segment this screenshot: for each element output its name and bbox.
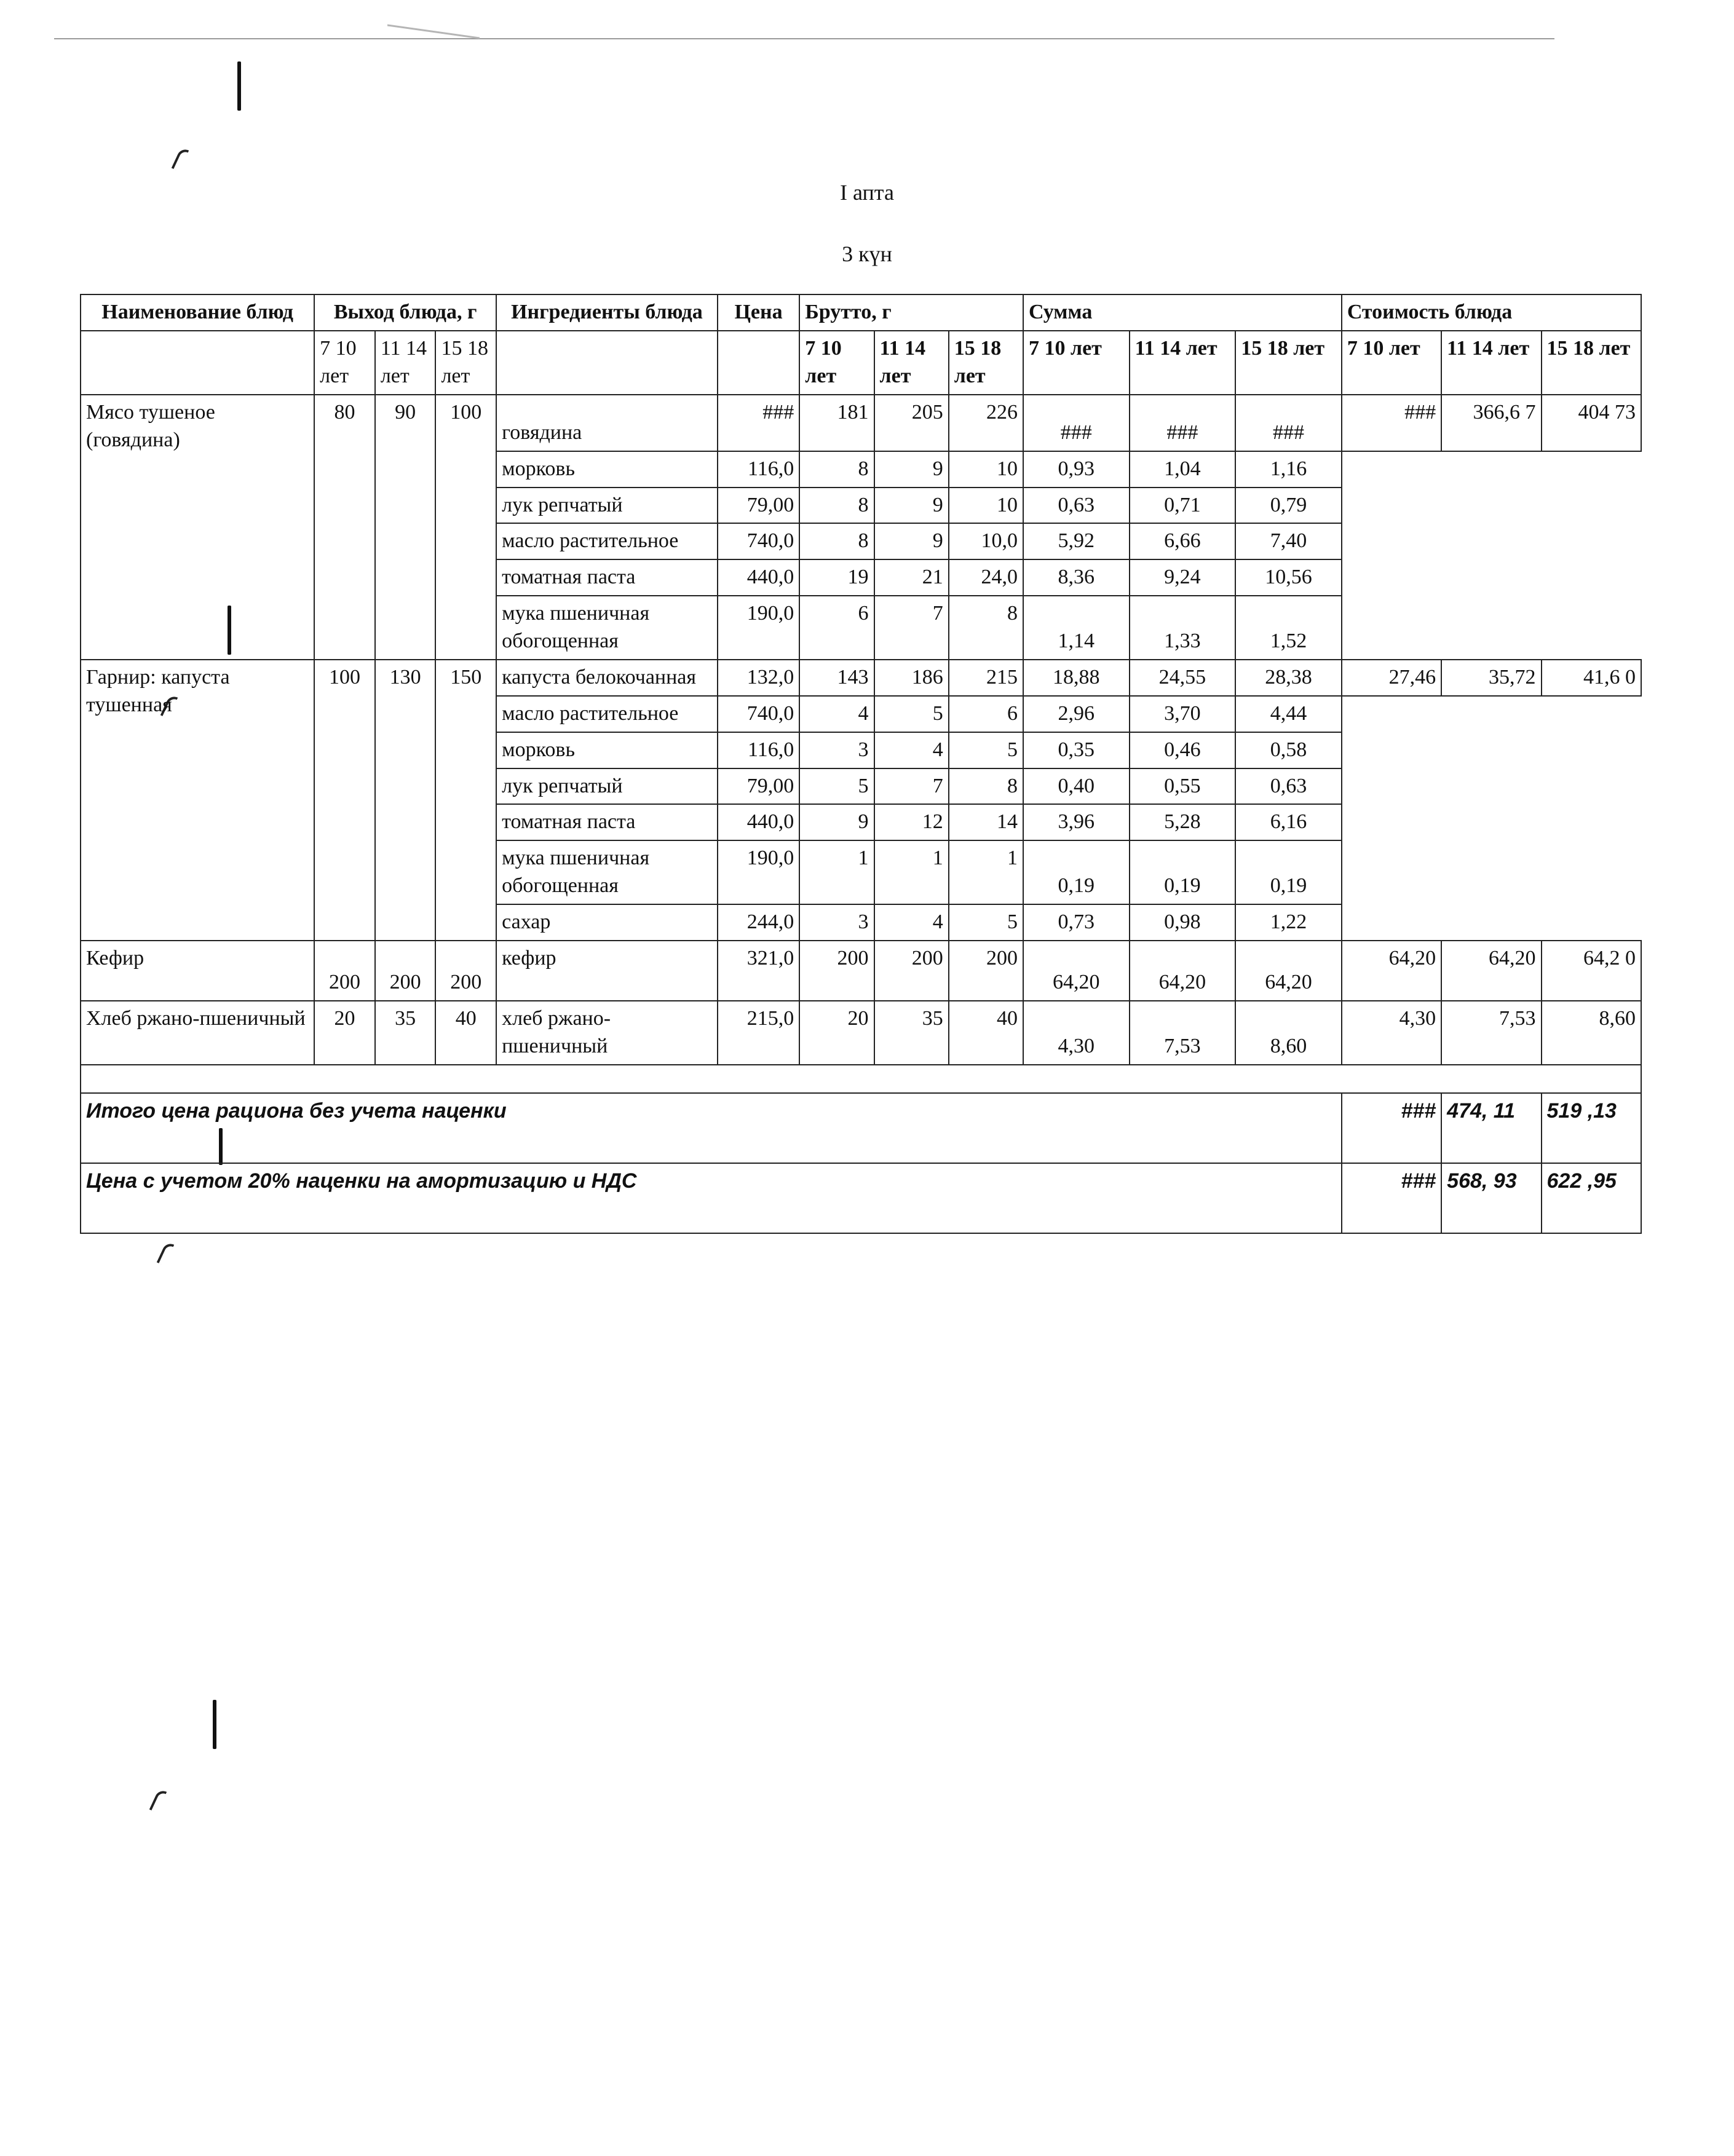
table-row	[81, 1001, 1641, 1065]
sum-value: 6,66	[1130, 523, 1236, 559]
sum-value: 9,24	[1130, 559, 1236, 596]
brutto-value: 6	[799, 596, 874, 660]
brutto-value: 9	[874, 451, 949, 488]
total-value: 568, 93	[1441, 1163, 1541, 1233]
ingredient-price: 79,00	[718, 768, 800, 805]
brutto-value: 40	[949, 1001, 1023, 1065]
age-yield-11-14: 11 14 лет	[375, 331, 436, 395]
brutto-value: 4	[799, 696, 874, 732]
total-value: 519 ,13	[1542, 1093, 1641, 1163]
brutto-value: 8	[949, 596, 1023, 660]
dish-cost: 41,6 0	[1542, 660, 1641, 696]
age-header-row	[81, 331, 1641, 395]
margin-mark	[237, 61, 241, 111]
sum-value: 3,96	[1023, 804, 1130, 840]
header-name: Наименование блюд	[81, 294, 314, 331]
ingredient-name: мука пшеничная обогощенная	[496, 840, 718, 904]
ingredient-name: масло растительное	[496, 696, 718, 732]
ingredient-name: томатная паста	[496, 804, 718, 840]
dish-cost: 35,72	[1441, 660, 1541, 696]
sum-value: 3,70	[1130, 696, 1236, 732]
brutto-value: 186	[874, 660, 949, 696]
week-title: I апта	[840, 180, 894, 205]
ingredient-name: масло растительное	[496, 523, 718, 559]
total-value: 622 ,95	[1542, 1163, 1641, 1233]
total-label: Цена с учетом 20% наценки на амортизацию и НДС	[81, 1163, 1342, 1233]
sum-value: 4,44	[1235, 696, 1342, 732]
brutto-value: 3	[799, 732, 874, 768]
brutto-value: 143	[799, 660, 874, 696]
sum-value: 1,22	[1235, 904, 1342, 941]
menu-cost-table-wrapper	[80, 294, 1636, 1234]
header-empty	[81, 331, 314, 395]
sum-value: 0,73	[1023, 904, 1130, 941]
day-title: 3 күн	[842, 242, 892, 266]
table-row	[81, 660, 1641, 696]
sum-value: 1,16	[1235, 451, 1342, 488]
brutto-value: 8	[799, 488, 874, 524]
page-top-edge	[54, 38, 1554, 39]
sum-value: ###	[1130, 395, 1236, 451]
brutto-value: 21	[874, 559, 949, 596]
ingredient-price: ###	[718, 395, 800, 451]
brutto-value: 12	[874, 804, 949, 840]
brutto-value: 4	[874, 904, 949, 941]
header-sum: Сумма	[1023, 294, 1342, 331]
dish-cost: 64,20	[1441, 941, 1541, 1001]
dish-cost: 64,2 0	[1542, 941, 1641, 1001]
age-brutto-11-14: 11 14 лет	[874, 331, 949, 395]
dish-yield: 100	[314, 660, 375, 941]
sum-value: 1,04	[1130, 451, 1236, 488]
ingredient-name: лук репчатый	[496, 488, 718, 524]
header-empty	[496, 331, 718, 395]
brutto-value: 8	[799, 523, 874, 559]
brutto-value: 205	[874, 395, 949, 451]
dish-yield: 150	[435, 660, 496, 941]
sum-value: 0,19	[1130, 840, 1236, 904]
header-yield: Выход блюда, г	[314, 294, 496, 331]
table-row	[81, 1065, 1641, 1093]
sum-value: 1,14	[1023, 596, 1130, 660]
margin-tick	[157, 1241, 175, 1266]
total-value: ###	[1342, 1093, 1441, 1163]
sum-value: 5,28	[1130, 804, 1236, 840]
dish-name: Мясо тушеное (говядина)	[81, 395, 314, 660]
brutto-value: 9	[874, 523, 949, 559]
dish-cost: 4,30	[1342, 1001, 1441, 1065]
sum-value: 5,92	[1023, 523, 1130, 559]
menu-cost-table	[80, 294, 1642, 1234]
blank-area	[1342, 451, 1641, 660]
dish-yield: 20	[314, 1001, 375, 1065]
header-ingredients: Ингредиенты блюда	[496, 294, 718, 331]
age-yield-15-18: 15 18 лет	[435, 331, 496, 395]
ingredient-price: 215,0	[718, 1001, 800, 1065]
header-brutto: Брутто, г	[799, 294, 1023, 331]
sum-value: 0,35	[1023, 732, 1130, 768]
total-row	[81, 1093, 1641, 1163]
ingredient-price: 244,0	[718, 904, 800, 941]
ingredient-name: мука пшеничная обогощенная	[496, 596, 718, 660]
sum-value: 64,20	[1023, 941, 1130, 1001]
age-yield-7-10: 7 10 лет	[314, 331, 375, 395]
brutto-value: 5	[949, 732, 1023, 768]
dish-yield: 100	[435, 395, 496, 660]
dish-cost: 8,60	[1542, 1001, 1641, 1065]
sum-value: 0,58	[1235, 732, 1342, 768]
ingredient-price: 740,0	[718, 696, 800, 732]
table-row	[81, 395, 1641, 451]
total-row	[81, 1163, 1641, 1233]
ingredient-price: 440,0	[718, 804, 800, 840]
ingredient-name: хлеб ржано-пшеничный	[496, 1001, 718, 1065]
age-brutto-7-10: 7 10 лет	[799, 331, 874, 395]
brutto-value: 3	[799, 904, 874, 941]
brutto-value: 215	[949, 660, 1023, 696]
table-row	[81, 941, 1641, 1001]
sum-value: 0,55	[1130, 768, 1236, 805]
margin-tick	[149, 1788, 167, 1813]
dish-cost: 27,46	[1342, 660, 1441, 696]
dish-cost: 64,20	[1342, 941, 1441, 1001]
sum-value: 24,55	[1130, 660, 1236, 696]
ingredient-price: 132,0	[718, 660, 800, 696]
brutto-value: 1	[874, 840, 949, 904]
sum-value: 1,52	[1235, 596, 1342, 660]
sum-value: 0,63	[1023, 488, 1130, 524]
ingredient-name: морковь	[496, 732, 718, 768]
ingredient-price: 116,0	[718, 451, 800, 488]
sum-value: 8,36	[1023, 559, 1130, 596]
dish-name: Кефир	[81, 941, 314, 1001]
total-value: ###	[1342, 1163, 1441, 1233]
ingredient-price: 321,0	[718, 941, 800, 1001]
brutto-value: 7	[874, 596, 949, 660]
brutto-value: 5	[949, 904, 1023, 941]
sum-value: 6,16	[1235, 804, 1342, 840]
brutto-value: 200	[799, 941, 874, 1001]
ingredient-name: лук репчатый	[496, 768, 718, 805]
sum-value: 7,40	[1235, 523, 1342, 559]
brutto-value: 7	[874, 768, 949, 805]
age-cost-15-18: 15 18 лет	[1542, 331, 1641, 395]
brutto-value: 19	[799, 559, 874, 596]
brutto-value: 14	[949, 804, 1023, 840]
brutto-value: 9	[799, 804, 874, 840]
ingredient-name: сахар	[496, 904, 718, 941]
ingredient-name: кефир	[496, 941, 718, 1001]
dish-name: Гарнир: капуста тушенная	[81, 660, 314, 941]
ingredient-name: томатная паста	[496, 559, 718, 596]
ingredient-price: 79,00	[718, 488, 800, 524]
brutto-value: 226	[949, 395, 1023, 451]
brutto-value: 5	[799, 768, 874, 805]
header-empty	[718, 331, 800, 395]
sum-value: 0,79	[1235, 488, 1342, 524]
brutto-value: 1	[949, 840, 1023, 904]
sum-value: 2,96	[1023, 696, 1130, 732]
brutto-value: 6	[949, 696, 1023, 732]
total-label: Итого цена рациона без учета наценки	[81, 1093, 1342, 1163]
dish-cost: 7,53	[1441, 1001, 1541, 1065]
ingredient-name: морковь	[496, 451, 718, 488]
ingredient-price: 190,0	[718, 840, 800, 904]
dish-cost: ###	[1342, 395, 1441, 451]
sum-value: 64,20	[1235, 941, 1342, 1001]
ingredient-price: 190,0	[718, 596, 800, 660]
brutto-value: 4	[874, 732, 949, 768]
ingredient-name: говядина	[496, 395, 718, 451]
sum-value: 0,98	[1130, 904, 1236, 941]
brutto-value: 8	[799, 451, 874, 488]
ingredient-name: капуста белокочанная	[496, 660, 718, 696]
margin-tick	[172, 147, 189, 172]
sum-value: 8,60	[1235, 1001, 1342, 1065]
sum-value: ###	[1235, 395, 1342, 451]
brutto-value: 200	[874, 941, 949, 1001]
brutto-value: 20	[799, 1001, 874, 1065]
age-sum-7-10: 7 10 лет	[1023, 331, 1130, 395]
blank-area	[1342, 696, 1641, 941]
brutto-value: 10	[949, 488, 1023, 524]
brutto-value: 24,0	[949, 559, 1023, 596]
age-brutto-15-18: 15 18 лет	[949, 331, 1023, 395]
brutto-value: 5	[874, 696, 949, 732]
brutto-value: 35	[874, 1001, 949, 1065]
dish-yield: 200	[375, 941, 436, 1001]
spacer-row	[81, 1065, 1641, 1093]
brutto-value: 200	[949, 941, 1023, 1001]
brutto-value: 10,0	[949, 523, 1023, 559]
ingredient-price: 440,0	[718, 559, 800, 596]
dish-name: Хлеб ржано-пшеничный	[81, 1001, 314, 1065]
ingredient-price: 740,0	[718, 523, 800, 559]
sum-value: 0,46	[1130, 732, 1236, 768]
dish-yield: 80	[314, 395, 375, 660]
sum-value: 7,53	[1130, 1001, 1236, 1065]
sum-value: 4,30	[1023, 1001, 1130, 1065]
sum-value: 28,38	[1235, 660, 1342, 696]
sum-value: 18,88	[1023, 660, 1130, 696]
sum-value: 64,20	[1130, 941, 1236, 1001]
header-cost: Стоимость блюда	[1342, 294, 1641, 331]
brutto-value: 8	[949, 768, 1023, 805]
header-price: Цена	[718, 294, 800, 331]
dish-yield: 40	[435, 1001, 496, 1065]
dish-yield: 35	[375, 1001, 436, 1065]
sum-value: ###	[1023, 395, 1130, 451]
dish-yield: 130	[375, 660, 436, 941]
brutto-value: 1	[799, 840, 874, 904]
brutto-value: 181	[799, 395, 874, 451]
dish-yield: 200	[435, 941, 496, 1001]
sum-value: 0,19	[1235, 840, 1342, 904]
sum-value: 0,63	[1235, 768, 1342, 805]
sum-value: 1,33	[1130, 596, 1236, 660]
page-fold-mark	[387, 24, 480, 63]
dish-yield: 90	[375, 395, 436, 660]
total-value: 474, 11	[1441, 1093, 1541, 1163]
sum-value: 0,19	[1023, 840, 1130, 904]
margin-mark	[213, 1700, 216, 1749]
brutto-value: 10	[949, 451, 1023, 488]
ingredient-price: 116,0	[718, 732, 800, 768]
sum-value: 10,56	[1235, 559, 1342, 596]
age-sum-15-18: 15 18 лет	[1235, 331, 1342, 395]
dish-cost: 366,6 7	[1441, 395, 1541, 451]
sum-value: 0,71	[1130, 488, 1236, 524]
age-cost-11-14: 11 14 лет	[1441, 331, 1541, 395]
sum-value: 0,93	[1023, 451, 1130, 488]
dish-cost: 404 73	[1542, 395, 1641, 451]
brutto-value: 9	[874, 488, 949, 524]
dish-yield: 200	[314, 941, 375, 1001]
header-row	[81, 294, 1641, 331]
sum-value: 0,40	[1023, 768, 1130, 805]
age-sum-11-14: 11 14 лет	[1130, 331, 1236, 395]
age-cost-7-10: 7 10 лет	[1342, 331, 1441, 395]
